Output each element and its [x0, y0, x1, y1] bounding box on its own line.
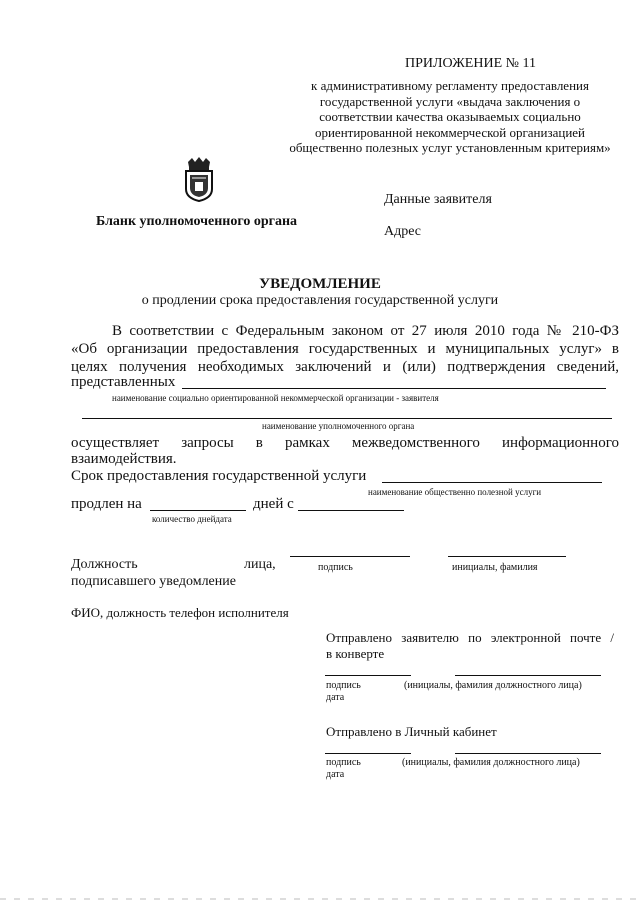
notice-title: УВЕДОМЛЕНИЕ [259, 276, 381, 292]
person-label: лица, [244, 557, 276, 572]
sent-cabinet-line: Отправлено в Личный кабинет [326, 724, 497, 739]
caption-cabinet-signature: подпись [326, 757, 361, 768]
scan-artifact-divider [0, 898, 640, 900]
caption-email-official: (инициалы, фамилия должностного лица) [404, 680, 582, 691]
cabinet-signature-field-line[interactable] [325, 753, 411, 754]
email-signature-field-line[interactable] [325, 675, 411, 676]
start-date-field-line[interactable] [298, 510, 404, 511]
caption-cabinet-date: дата [326, 769, 345, 780]
extended-label: продлен на [71, 496, 142, 512]
cabinet-official-field-line[interactable] [455, 753, 601, 754]
caption-service-name: наименование общественно полезной услуги [368, 487, 542, 497]
appendix-line: общественно полезных услуг установленным критериям» [289, 140, 611, 155]
sent-email-line: в конверте [326, 646, 385, 661]
address-label: Адрес [384, 224, 422, 239]
notice-subtitle: о продлении срока предоставления государственной услуги [141, 293, 499, 308]
appendix-line: соответствии качества оказываемых социально [319, 109, 581, 124]
paragraph-line: «Об организации предоставления государственных и муниципальных услуг» в [71, 341, 619, 357]
days-count-field-line[interactable] [150, 510, 246, 511]
paragraph-line: взаимодействия. [71, 451, 177, 467]
org-name-field-line[interactable] [182, 388, 606, 389]
caption-email-date: дата [326, 692, 345, 703]
signed-label: подписавшего уведомление [71, 574, 236, 589]
initials-field-line[interactable] [448, 556, 566, 557]
executor-label: ФИО, должность телефон исполнителя [71, 605, 289, 620]
appendix-title: ПРИЛОЖЕНИЕ № 11 [405, 56, 536, 71]
blank-label: Бланк уполномоченного органа [96, 214, 298, 229]
position-label: Должность [71, 557, 138, 572]
term-label: Срок предоставления государственной услуги [71, 468, 367, 484]
caption-email-signature: подпись [326, 680, 361, 691]
appendix-line: государственной услуги «выдача заключения о [319, 93, 581, 109]
caption-days-date: количество днейдата [152, 514, 232, 524]
email-official-field-line[interactable] [455, 675, 601, 676]
paragraph-line: целях получения необходимых заключений и (или) подтверждения сведений, [71, 359, 619, 375]
caption-cabinet-official: (инициалы, фамилия должностного лица) [402, 757, 580, 768]
signature-field-line[interactable] [290, 556, 410, 557]
appendix-description [280, 78, 620, 156]
authority-name-field-line[interactable] [82, 418, 612, 419]
applicant-data-label: Данные заявителя [384, 192, 492, 207]
caption-initials: инициалы, фамилия [452, 562, 538, 573]
paragraph-line: представленных [71, 374, 176, 390]
paragraph-line: осуществляет запросы в рамках межведомственного информационного [71, 435, 619, 451]
appendix-line: к административному регламенту предоставления [311, 78, 589, 93]
days-from-label: дней с [253, 496, 294, 512]
caption-authority-name: наименование уполномоченного органа [262, 421, 415, 431]
appendix-line: ориентированной некоммерческой организацией [314, 124, 586, 140]
coat-of-arms-emblem [182, 156, 216, 202]
sent-email-line: Отправлено заявителю по электронной почте / [326, 630, 614, 645]
caption-org-name: наименование социально ориентированной некоммерческой организации - заявителя [112, 393, 439, 403]
caption-signature: подпись [318, 562, 353, 573]
paragraph-line: В соответствии с Федеральным законом от 27 июля 2010 года № 210-ФЗ [112, 323, 619, 339]
service-name-field-line[interactable] [382, 482, 602, 483]
